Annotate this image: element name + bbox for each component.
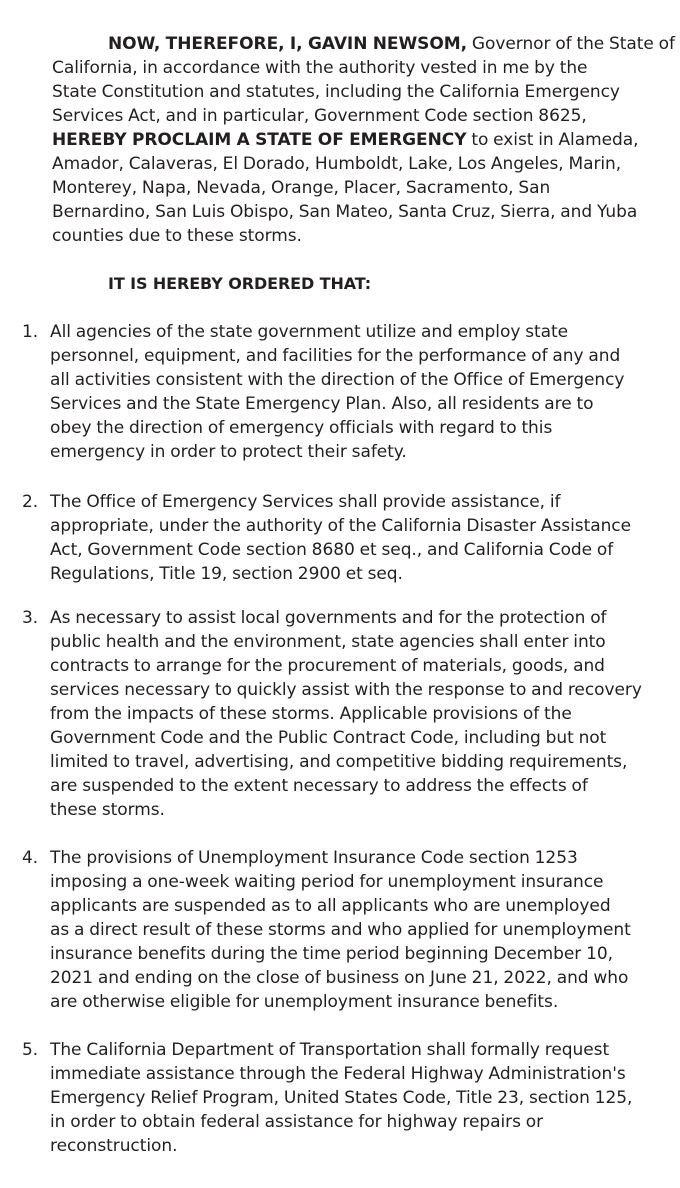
order-line: The California Department of Transportation shall formally request [50, 1040, 610, 1060]
order-line: Services and the State Emergency Plan. Also, all residents are to [50, 394, 594, 414]
order-line: contracts to arrange for the procurement of materials, goods, and [50, 656, 605, 676]
proclamation-paragraph [52, 32, 675, 248]
order-line: from the impacts of these storms. Applicable provisions of the [50, 704, 572, 724]
order-item-2 [20, 490, 660, 586]
order-text [50, 490, 660, 586]
order-text [50, 1038, 660, 1158]
order-item-1 [20, 320, 660, 464]
order-line: appropriate, under the authority of the California Disaster Assistance [50, 516, 632, 536]
order-line: services necessary to quickly assist with the response to and recovery [50, 680, 642, 700]
order-line: public health and the environment, state agencies shall enter into [50, 632, 606, 652]
order-line: As necessary to assist local governments and for the protection of [50, 608, 607, 628]
order-line: obey the direction of emergency officials with regard to this [50, 418, 553, 438]
proclamation-line: Bernardino, San Luis Obispo, San Mateo, Santa Cruz, Sierra, and Yuba [52, 202, 638, 222]
proclamation-text: Governor of the State of [467, 34, 675, 54]
order-line: immediate assistance through the Federal Highway Administration's [50, 1064, 626, 1084]
order-line: All agencies of the state government utilize and employ state [50, 322, 569, 342]
proclamation-line: Amador, Calaveras, El Dorado, Humboldt, Lake, Los Angeles, Marin, [52, 154, 622, 174]
proclamation-line: Services Act, and in particular, Government Code section 8625, [52, 106, 587, 126]
order-number: 2. [22, 492, 39, 512]
order-line: Emergency Relief Program, United States Code, Title 23, section 125, [50, 1088, 633, 1108]
proclamation-line: California, in accordance with the authority vested in me by the [52, 58, 588, 78]
orders-heading: IT IS HEREBY ORDERED THAT: [108, 274, 372, 293]
order-item-5 [20, 1038, 660, 1158]
proclamation-opening-bold: NOW, THEREFORE, I, GAVIN NEWSOM, [108, 34, 468, 54]
order-line: Government Code and the Public Contract Code, including but not [50, 728, 607, 748]
order-line: all activities consistent with the direction of the Office of Emergency [50, 370, 625, 390]
proclamation-line [52, 32, 675, 56]
order-item-4 [20, 846, 660, 1014]
order-line: limited to travel, advertising, and competitive bidding requirements, [50, 752, 628, 772]
proclamation-line: State Constitution and statutes, including the California Emergency [52, 82, 620, 102]
proclamation-declaration-bold: HEREBY PROCLAIM A STATE OF EMERGENCY [52, 130, 467, 150]
proclamation-line [52, 128, 664, 152]
proclamation-line: Monterey, Napa, Nevada, Orange, Placer, Sacramento, San [52, 178, 551, 198]
order-line: personnel, equipment, and facilities for the performance of any and [50, 346, 621, 366]
order-line: 2021 and ending on the close of business on June 21, 2022, and who [50, 968, 629, 988]
order-number: 3. [22, 608, 39, 628]
order-line: emergency in order to protect their safety. [50, 442, 407, 462]
order-number: 5. [22, 1040, 39, 1060]
proclamation-text: to exist in Alameda, [466, 130, 639, 150]
order-line: The Office of Emergency Services shall provide assistance, if [50, 492, 561, 512]
order-number: 4. [22, 848, 39, 868]
order-line: in order to obtain federal assistance for highway repairs or [50, 1112, 544, 1132]
order-line: The provisions of Unemployment Insurance Code section 1253 [50, 848, 578, 868]
order-text [50, 846, 660, 1014]
order-line: insurance benefits during the time period beginning December 10, [50, 944, 613, 964]
order-line: are otherwise eligible for unemployment insurance benefits. [50, 992, 559, 1012]
order-item-3 [20, 606, 660, 822]
order-line: Act, Government Code section 8680 et seq., and California Code of [50, 540, 614, 560]
order-line: imposing a one-week waiting period for unemployment insurance [50, 872, 604, 892]
order-line: reconstruction. [50, 1136, 178, 1156]
order-line: applicants are suspended as to all applicants who are unemployed [50, 896, 611, 916]
order-line: are suspended to the extent necessary to address the effects of [50, 776, 588, 796]
order-line: as a direct result of these storms and who applied for unemployment [50, 920, 631, 940]
order-line: Regulations, Title 19, section 2900 et seq. [50, 564, 403, 584]
order-number: 1. [22, 322, 39, 342]
order-text [50, 606, 660, 822]
order-text [50, 320, 660, 464]
order-line: these storms. [50, 800, 165, 820]
proclamation-line: counties due to these storms. [52, 226, 302, 246]
